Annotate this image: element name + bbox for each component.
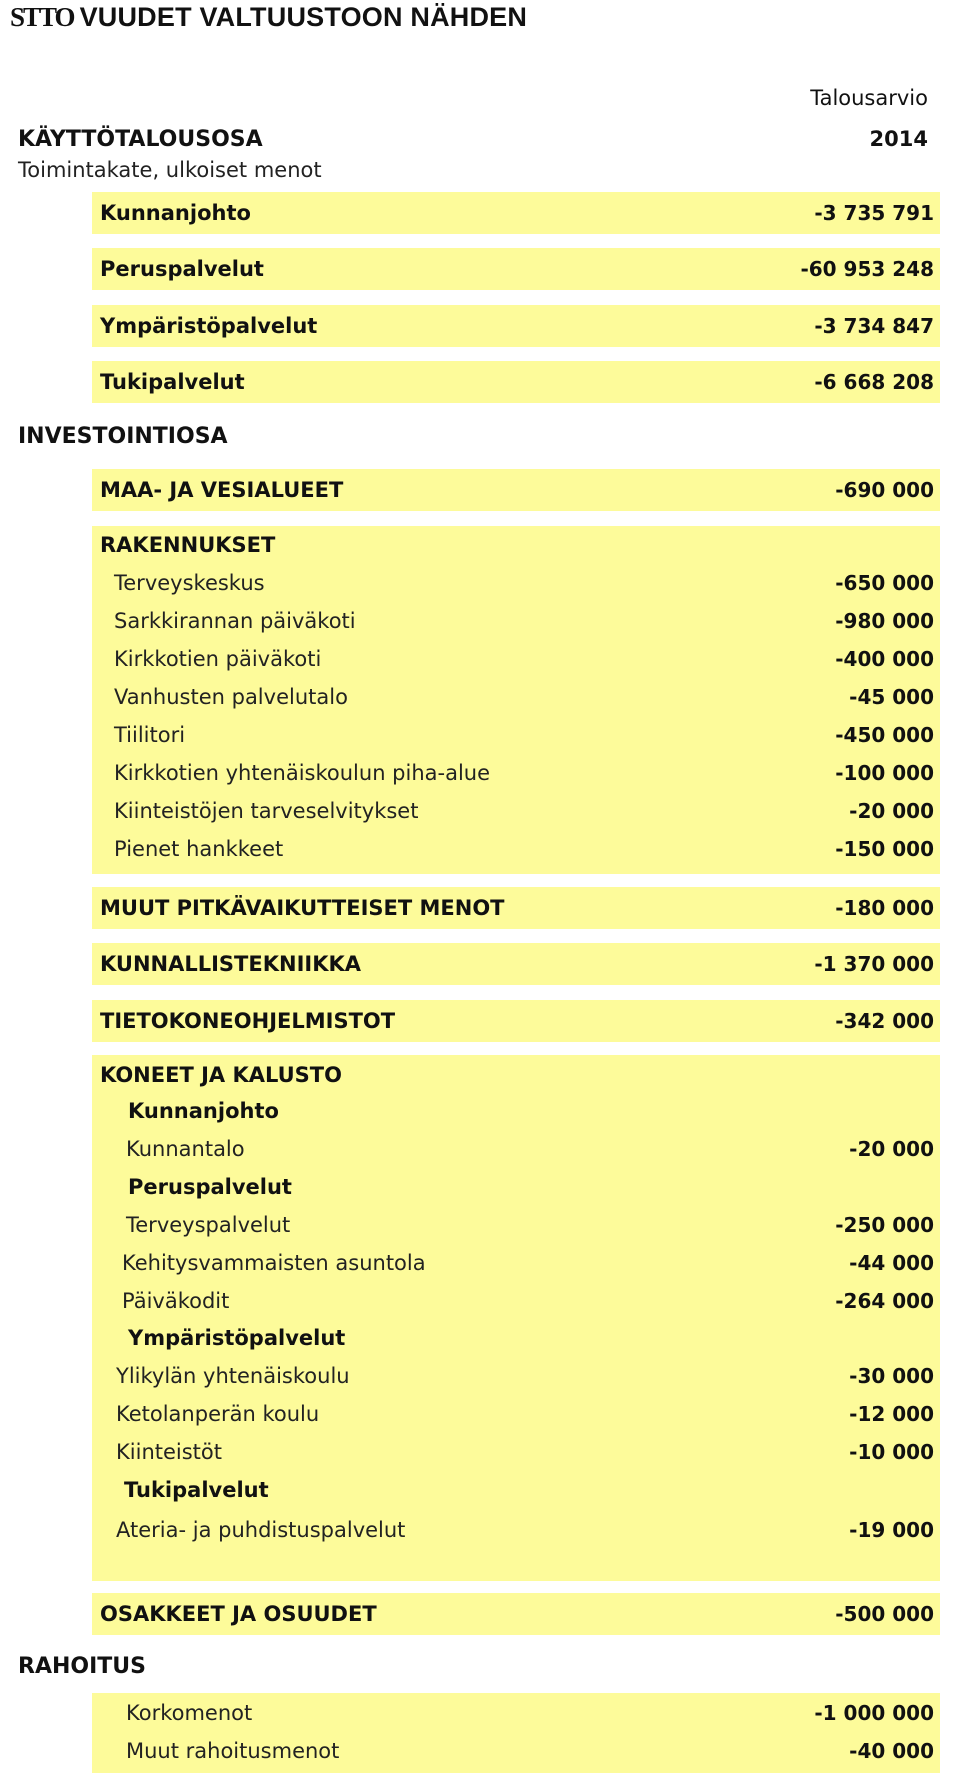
row-label: Kiinteistöt (116, 1440, 222, 1464)
table-row (92, 1206, 940, 1244)
row-value: -100 000 (835, 761, 934, 785)
table-row (92, 469, 940, 511)
row-value: -44 000 (849, 1251, 934, 1275)
table-row (92, 1000, 940, 1042)
page-title-prefix: STTO (10, 2, 74, 32)
row-value: -250 000 (835, 1213, 934, 1237)
row-value: -45 000 (849, 685, 934, 709)
row-value: -1 370 000 (814, 952, 934, 976)
row-label: Terveyskeskus (114, 571, 265, 595)
table-row (92, 1593, 940, 1635)
row-label: Sarkkirannan päiväkoti (114, 609, 356, 633)
table-row (92, 248, 940, 290)
group-heading (92, 528, 940, 562)
section-kayttotalous-subtitle: Toimintakate, ulkoiset menot (18, 158, 322, 182)
table-row (92, 716, 940, 754)
section-investointi-heading: INVESTOINTIOSA (18, 424, 228, 449)
table-row (92, 887, 940, 929)
row-value: -30 000 (849, 1364, 934, 1388)
table-row (92, 1732, 940, 1770)
row-value: -650 000 (835, 571, 934, 595)
table-row (92, 1244, 940, 1282)
row-label: Ympäristöpalvelut (100, 314, 318, 338)
row-label: MAA- JA VESIALUEET (100, 478, 344, 502)
row-label: OSAKKEET JA OSUUDET (100, 1602, 377, 1626)
row-label: Kirkkotien päiväkoti (114, 647, 322, 671)
table-row (92, 792, 940, 830)
row-label: Korkomenot (126, 1701, 253, 1725)
row-value: -20 000 (849, 1137, 934, 1161)
row-label: Tiilitori (114, 723, 186, 747)
table-row (92, 1129, 940, 1169)
table-row (92, 830, 940, 868)
row-value: -60 953 248 (800, 257, 934, 281)
table-row (92, 1694, 940, 1732)
subgroup-label: Peruspalvelut (128, 1175, 292, 1199)
section-rahoitus-heading: RAHOITUS (18, 1654, 146, 1679)
subgroup-heading (92, 1093, 940, 1129)
row-label: Tukipalvelut (100, 370, 245, 394)
row-value: -40 000 (849, 1739, 934, 1763)
row-value: -10 000 (849, 1440, 934, 1464)
table-row (92, 943, 940, 985)
row-value: -500 000 (835, 1602, 934, 1626)
row-value: -3 734 847 (814, 314, 934, 338)
row-label: Kirkkotien yhtenäiskoulun piha-alue (114, 761, 491, 785)
row-label: Peruspalvelut (100, 257, 264, 281)
group-label: RAKENNUKSET (100, 533, 276, 557)
subgroup-heading (92, 1169, 940, 1205)
row-value: -3 735 791 (814, 201, 934, 225)
page-title (10, 2, 527, 33)
row-label: Muut rahoitusmenot (126, 1739, 340, 1763)
group-heading (92, 1057, 940, 1093)
subgroup-label: Kunnanjohto (128, 1099, 279, 1123)
row-label: Kunnanjohto (100, 201, 251, 225)
subgroup-heading (92, 1472, 940, 1508)
subgroup-heading (92, 1320, 940, 1356)
column-label: Talousarvio (810, 86, 928, 110)
row-label: MUUT PITKÄVAIKUTTEISET MENOT (100, 896, 505, 920)
row-label: Ateria- ja puhdistuspalvelut (116, 1518, 406, 1542)
table-row (92, 1433, 940, 1471)
row-label: Päiväkodit (122, 1289, 230, 1313)
table-row (92, 1510, 940, 1550)
subgroup-label: Tukipalvelut (124, 1478, 269, 1502)
row-value: -342 000 (835, 1009, 934, 1033)
subgroup-label: Ympäristöpalvelut (128, 1326, 346, 1350)
group-label: KONEET JA KALUSTO (100, 1063, 342, 1087)
row-value: -6 668 208 (814, 370, 934, 394)
table-row (92, 564, 940, 602)
row-label: Ketolanperän koulu (116, 1402, 320, 1426)
table-row (92, 754, 940, 792)
row-label: Terveyspalvelut (126, 1213, 291, 1237)
table-row (92, 640, 940, 678)
page-title-main: VUUDET VALTUUSTOON NÄHDEN (79, 2, 528, 32)
section-kayttotalous-heading: KÄYTTÖTALOUSOSA (18, 127, 263, 152)
row-value: -12 000 (849, 1402, 934, 1426)
row-value: -19 000 (849, 1518, 934, 1542)
row-value: -150 000 (835, 837, 934, 861)
row-label: KUNNALLISTEKNIIKKA (100, 952, 362, 976)
row-value: -1 000 000 (814, 1701, 934, 1725)
table-row (92, 678, 940, 716)
row-label: Kehitysvammaisten asuntola (122, 1251, 426, 1275)
row-value: -980 000 (835, 609, 934, 633)
table-row (92, 361, 940, 403)
row-value: -180 000 (835, 896, 934, 920)
row-value: -450 000 (835, 723, 934, 747)
row-label: Ylikylän yhtenäiskoulu (116, 1364, 350, 1388)
row-label: Vanhusten palvelutalo (114, 685, 348, 709)
row-label: Kunnantalo (126, 1137, 245, 1161)
table-row (92, 192, 940, 234)
row-value: -690 000 (835, 478, 934, 502)
table-row (92, 1282, 940, 1320)
row-value: -264 000 (835, 1289, 934, 1313)
table-row (92, 1357, 940, 1395)
row-label: Pienet hankkeet (114, 837, 284, 861)
column-year: 2014 (869, 127, 928, 151)
table-row (92, 305, 940, 347)
row-value: -400 000 (835, 647, 934, 671)
row-label: TIETOKONEOHJELMISTOT (100, 1009, 396, 1033)
table-row (92, 602, 940, 640)
row-value: -20 000 (849, 799, 934, 823)
row-label: Kiinteistöjen tarveselvitykset (114, 799, 419, 823)
table-row (92, 1395, 940, 1433)
